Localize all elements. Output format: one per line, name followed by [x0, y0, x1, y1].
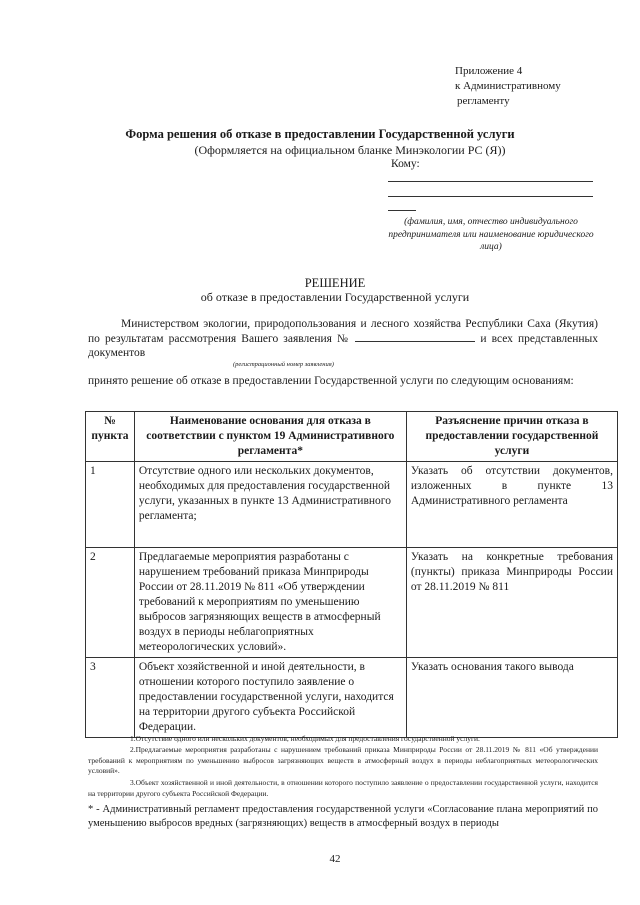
header-reason: Наименование основания для отказа в соответствии с пунктом 19 Административного регламента*	[134, 412, 406, 462]
row-explanation: Указать основания такого вывода	[406, 658, 617, 738]
row-num: 2	[86, 548, 135, 658]
decision-paragraph-1	[88, 317, 598, 360]
decision-subheading: об отказе в предоставлении Государственной услуги	[200, 290, 470, 304]
paragraph-text-3: всех представленных документов	[88, 333, 598, 359]
appendix-line-3: регламенту	[457, 95, 510, 107]
row-num: 3	[86, 658, 135, 738]
footnote-3: 3.Объект хозяйственной и иной деятельности, в отношении которого поступило заявление о предоставлении государственной услуги, находится на территории другого субъекта Российской Федерации.	[88, 778, 598, 798]
row-explanation: Указать об отсутствии документов, изложенных в пункте 13 Административного регламента	[406, 462, 617, 548]
decision-heading: РЕШЕНИЕ	[304, 276, 366, 290]
application-number-field[interactable]	[355, 331, 475, 342]
header-num: № пункта	[86, 412, 135, 462]
appendix-label	[455, 64, 561, 109]
table-row	[86, 462, 618, 548]
recipient-label: Кому:	[391, 158, 420, 170]
form-title: Форма решения об отказе в предоставлении Государственной услуги	[125, 127, 515, 141]
paragraph-text-2: и	[480, 333, 487, 345]
decision-paragraph-2: принято решение об отказе в предоставлении Государственной услуги по следующим основаниям:	[88, 375, 574, 387]
refusal-reasons-table	[85, 411, 618, 738]
appendix-line-2: к Административному	[455, 80, 561, 92]
table-row	[86, 548, 618, 658]
appendix-line-1: Приложение 4	[455, 65, 523, 77]
regulation-note: * - Административный регламент предоставления государственной услуги «Согласование плана мероприятий по уменьшению выбросов вредных (загрязняющих) веществ в атмосферный воздух в периоды	[88, 804, 598, 829]
application-number-hint: (регистрационный номер заявления)	[233, 361, 334, 368]
page-number: 42	[329, 853, 341, 865]
recipient-line-2[interactable]	[388, 196, 593, 197]
row-reason: Предлагаемые мероприятия разработаны с нарушением требований приказа Минприроды России от 28.11.2019 № 811 «Об утверждении требований к мероприятиям по уменьшению выбросов загрязняющих веществ в атмосферный воздух в периоды неблагоприятных метеорологических условий».	[134, 548, 406, 658]
row-num: 1	[86, 462, 135, 548]
footnote-2: 2.Предлагаемые мероприятия разработаны с нарушением требований приказа Минприроды России от 28.11.2019 № 811 «Об утверждении требований к мероприятиям по уменьшению выбросов загрязняющих веществ в атмосферный воздух в периоды неблагоприятных метеорологических условий».	[88, 745, 598, 775]
row-explanation: Указать на конкретные требования (пункты) приказа Минприроды России от 28.11.2019 № 811	[406, 548, 617, 658]
header-explanation: Разъяснение причин отказа в предоставлении государственной услуги	[406, 412, 617, 462]
row-reason: Отсутствие одного или нескольких документов, необходимых для предоставления государственной услуги, указанных в пункте 13 Административного регламента;	[134, 462, 406, 548]
form-subtitle: (Оформляется на официальном бланке Минэкологии РС (Я))	[194, 143, 506, 157]
row-reason: Объект хозяйственной и иной деятельности, в отношении которого поступило заявление о предоставлении государственной услуги, находится на территории другого субъекта Российской Федерации.	[134, 658, 406, 738]
paragraph-text-1: Министерством экологии, природопользования и лесного хозяйства Республики Саха (Якутия) по результатам рассмотрения Вашего заявления №	[88, 318, 598, 345]
footnote-1: 1.Отсутствие одного или нескольких документов, необходимых для предоставления государственной услуги.	[130, 734, 480, 743]
recipient-line-1[interactable]	[388, 181, 593, 182]
recipient-line-3[interactable]	[388, 210, 416, 211]
table-header-row	[86, 412, 618, 462]
table-row	[86, 658, 618, 738]
recipient-hint: (фамилия, имя, отчество индивидуального предпринимателя или наименование юридического лица)	[388, 217, 594, 252]
